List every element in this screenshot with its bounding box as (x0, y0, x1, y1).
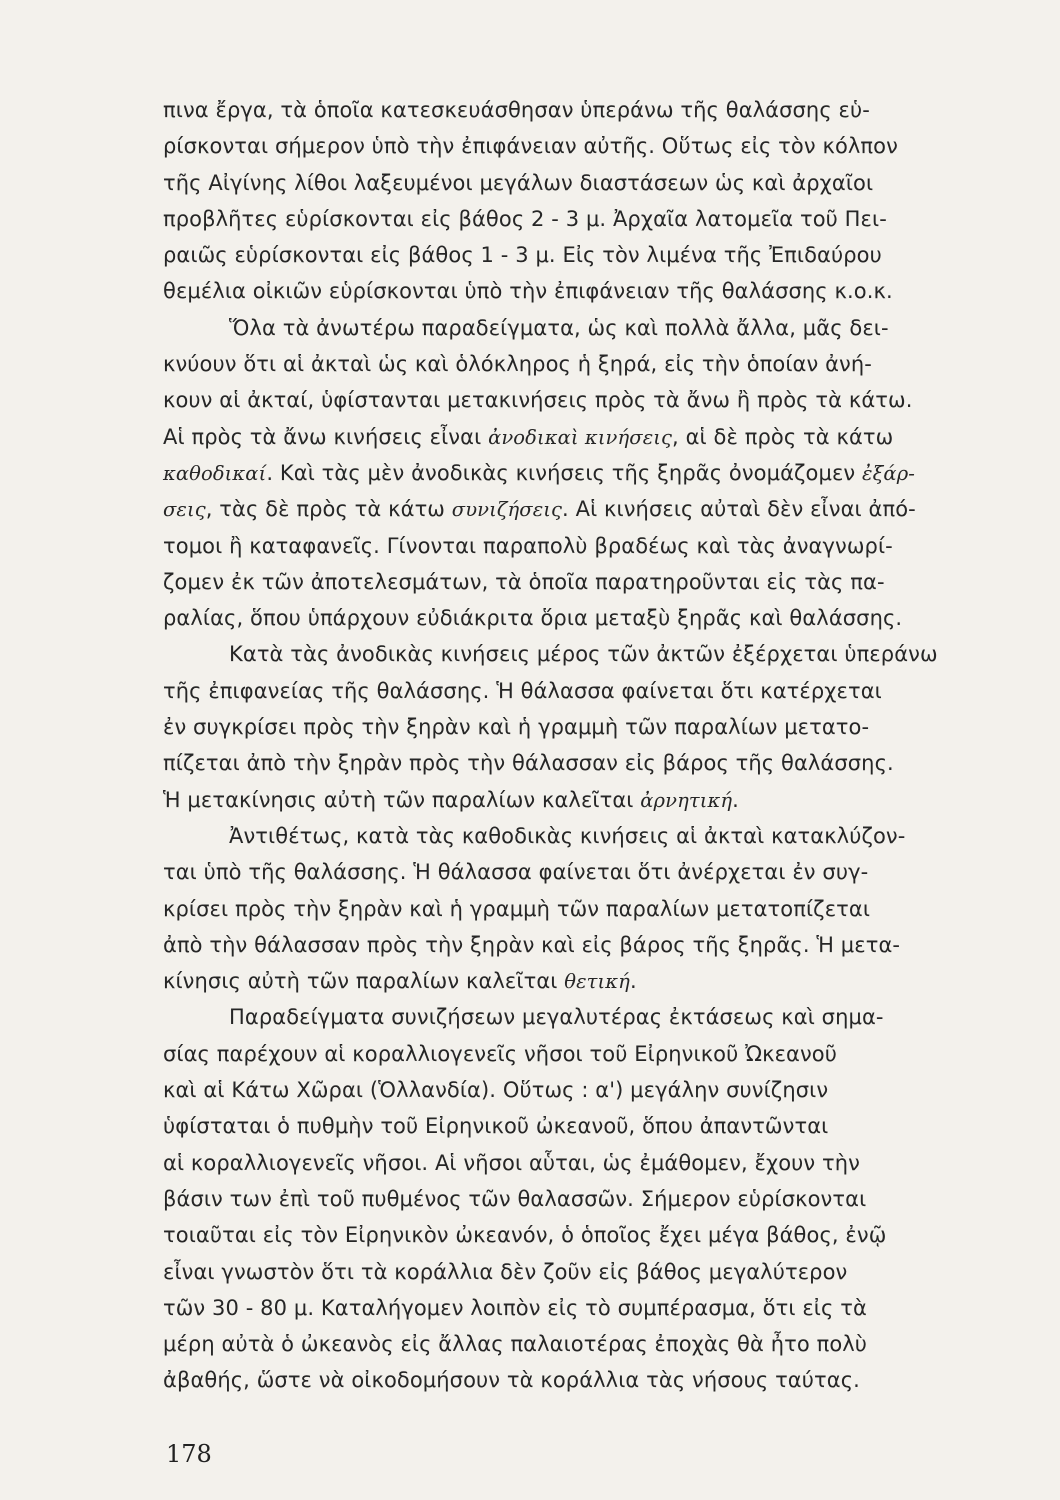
text-segment: κρίσει πρὸς τὴν ξηρὰν καὶ ἡ γραμμὴ τῶν παραλίων μετατοπίζεται (163, 896, 871, 921)
text-segment: ζομεν ἐκ τῶν ἀποτελεσμάτων, τὰ ὁποῖα παρατηροῦνται εἰς τὰς πα- (163, 569, 885, 594)
text-line (163, 346, 1035, 382)
text-segment: σίας παρέχουν αἱ κοραλλιογενεῖς νῆσοι τοῦ Εἰρηνικοῦ Ὠκεανοῦ (163, 1041, 838, 1066)
emphasized-term: καθοδικαί (163, 461, 267, 485)
text-line (163, 1254, 1035, 1290)
text-line (163, 745, 1035, 781)
emphasized-term: ἐξάρ- (862, 461, 915, 485)
text-line (163, 201, 1035, 237)
text-segment: βάσιν των ἐπὶ τοῦ πυθμένος τῶν θαλασσῶν. Σήμερον εὑρίσκονται (163, 1186, 867, 1211)
text-line (163, 818, 1035, 854)
text-segment: Ἀντιθέτως, κατὰ τὰς καθοδικὰς κινήσεις αἱ ἀκταὶ κατακλύζον- (229, 823, 906, 848)
text-line (163, 709, 1035, 745)
emphasized-term: θετική (564, 970, 630, 994)
text-line (163, 491, 1035, 527)
text-segment: Ὅλα τὰ ἀνωτέρω παραδείγματα, ὡς καὶ πολλὰ ἄλλα, μᾶς δει- (229, 315, 889, 340)
text-segment: Κατὰ τὰς ἀνοδικὰς κινήσεις μέρος τῶν ἀκτῶν ἐξέρχεται ὑπεράνω (229, 642, 938, 667)
page-number: 178 (166, 1440, 212, 1468)
text-segment: τῆς ἐπιφανείας τῆς θαλάσσης. Ἡ θάλασσα φαίνεται ὅτι κατέρχεται (163, 678, 882, 703)
text-segment: μέρη αὐτὰ ὁ ὠκεανὸς εἰς ἄλλας παλαιοτέρας ἐποχὰς θὰ ἦτο πολὺ (163, 1332, 868, 1357)
text-segment: εἶναι γνωστὸν ὅτι τὰ κοράλλια δὲν ζοῦν εἰς βάθος μεγαλύτερον (163, 1259, 848, 1284)
text-segment: τομοι ἢ καταφανεῖς. Γίνονται παραπολὺ βραδέως καὶ τὰς ἀναγνωρί- (163, 533, 893, 558)
text-segment: προβλῆτες εὑρίσκονται εἰς βάθος 2 - 3 μ. Ἀρχαῖα λατομεῖα τοῦ Πει- (163, 206, 887, 231)
text-segment: ραλίας, ὅπου ὑπάρχουν εὐδιάκριτα ὅρια μεταξὺ ξηρᾶς καὶ θαλάσσης. (163, 606, 903, 631)
text-line (163, 1290, 1035, 1326)
emphasized-term: συνιζήσεις (451, 498, 563, 522)
text-segment: θεμέλια οἰκιῶν εὑρίσκονται ὑπὸ τὴν ἐπιφάνειαν τῆς θαλάσσης κ.ο.κ. (163, 279, 893, 304)
text-line (163, 1217, 1035, 1253)
text-segment: τοιαῦται εἰς τὸν Εἰρηνικὸν ὠκεανόν, ὁ ὁποῖος ἔχει μέγα βάθος, ἐνῷ (163, 1223, 887, 1248)
text-segment: Ἡ μετακίνησις αὐτὴ τῶν παραλίων καλεῖται (163, 787, 641, 812)
text-segment: Παραδείγματα συνιζήσεων μεγαλυτέρας ἐκτάσεως καὶ σημα- (229, 1005, 884, 1030)
text-segment: πίζεται ἀπὸ τὴν ξηρὰν πρὸς τὴν θάλασσαν εἰς βάρος τῆς θαλάσσης. (163, 751, 894, 776)
text-line (163, 891, 1035, 927)
text-line (163, 1362, 1035, 1398)
text-segment: , τὰς δὲ πρὸς τὰ κάτω (205, 497, 452, 522)
text-segment: ραιῶς εὑρίσκονται εἰς βάθος 1 - 3 μ. Εἰς τὸν λιμένα τῆς Ἐπιδαύρου (163, 243, 882, 268)
text-line (163, 528, 1035, 564)
text-segment: ται ὑπὸ τῆς θαλάσσης. Ἡ θάλασσα φαίνεται ὅτι ἀνέρχεται ἐν συγ- (163, 860, 869, 885)
text-segment: κίνησις αὐτὴ τῶν παραλίων καλεῖται (163, 969, 565, 994)
text-line (163, 128, 1035, 164)
text-segment: αἱ κοραλλιογενεῖς νῆσοι. Αἱ νῆσοι αὗται, ὡς ἐμάθομεν, ἔχουν τὴν (163, 1150, 861, 1175)
text-segment: καὶ αἱ Κάτω Χῶραι (Ὁλλανδία). Οὕτως : α') μεγάλην συνίζησιν (163, 1078, 829, 1103)
text-segment: τῆς Αἰγίνης λίθοι λαξευμένοι μεγάλων διαστάσεων ὡς καὶ ἀρχαῖοι (163, 170, 874, 195)
text-segment: πινα ἔργα, τὰ ὁποῖα κατεσκευάσθησαν ὑπεράνω τῆς θαλάσσης εὑ- (163, 98, 870, 122)
text-line (163, 310, 1035, 346)
text-line (163, 165, 1035, 201)
emphasized-term: ἀρνητική (640, 788, 733, 812)
text-line (163, 1326, 1035, 1362)
text-segment: τῶν 30 - 80 μ. Καταλήγομεν λοιπὸν εἰς τὸ συμπέρασμα, ὅτι εἰς τὰ (163, 1295, 867, 1320)
emphasized-term: ἀνοδικαὶ κινήσεις (488, 425, 673, 449)
text-segment: ἐν συγκρίσει πρὸς τὴν ξηρὰν καὶ ἡ γραμμὴ τῶν παραλίων μετατο- (163, 715, 870, 740)
text-line (163, 1036, 1035, 1072)
text-line (163, 600, 1035, 636)
text-segment: ὑφίσταται ὁ πυθμὴν τοῦ Εἰρηνικοῦ ὠκεανοῦ, ὅπου ἀπαντῶνται (163, 1114, 829, 1139)
text-segment: κουν αἱ ἀκταί, ὑφίστανται μετακινήσεις πρὸς τὰ ἄνω ἢ πρὸς τὰ κάτω. (163, 388, 913, 413)
text-segment: . Καὶ τὰς μὲν ἀνοδικὰς κινήσεις τῆς ξηρᾶς ὀνομάζομεν (266, 460, 863, 485)
text-line (163, 382, 1035, 418)
text-line (163, 1145, 1035, 1181)
text-line (163, 1072, 1035, 1108)
text-line (163, 92, 1035, 128)
text-line (163, 927, 1035, 963)
text-line (163, 673, 1035, 709)
text-line (163, 455, 1035, 491)
text-line (163, 237, 1035, 273)
emphasized-term: σεις (163, 498, 206, 522)
text-line (163, 782, 1035, 818)
text-segment: ρίσκονται σήμερον ὑπὸ τὴν ἐπιφάνειαν αὐτῆς. Οὕτως εἰς τὸν κόλπον (163, 134, 898, 159)
body-text (163, 92, 1035, 1399)
text-segment: κνύουν ὅτι αἱ ἀκταὶ ὡς καὶ ὁλόκληρος ἡ ξηρά, εἰς τὴν ὁποίαν ἀνή- (163, 352, 872, 377)
text-segment: . Αἱ κινήσεις αὐταὶ δὲν εἶναι ἀπό- (562, 497, 916, 522)
text-line (163, 1181, 1035, 1217)
text-segment: . (629, 969, 637, 994)
text-line (163, 564, 1035, 600)
text-segment: ἀβαθής, ὥστε νὰ οἰκοδομήσουν τὰ κοράλλια τὰς νήσους ταύτας. (163, 1368, 860, 1393)
text-segment: , αἱ δὲ πρὸς τὰ κάτω (672, 424, 894, 449)
text-line (163, 273, 1035, 309)
text-segment: ἀπὸ τὴν θάλασσαν πρὸς τὴν ξηρὰν καὶ εἰς βάρος τῆς ξηρᾶς. Ἡ μετα- (163, 932, 901, 957)
text-line (163, 963, 1035, 999)
text-segment: Αἱ πρὸς τὰ ἄνω κινήσεις εἶναι (163, 424, 489, 449)
text-line (163, 419, 1035, 455)
text-line (163, 1108, 1035, 1144)
text-line (163, 999, 1035, 1035)
text-line (163, 854, 1035, 890)
text-line (163, 636, 1035, 672)
text-segment: . (732, 787, 739, 812)
